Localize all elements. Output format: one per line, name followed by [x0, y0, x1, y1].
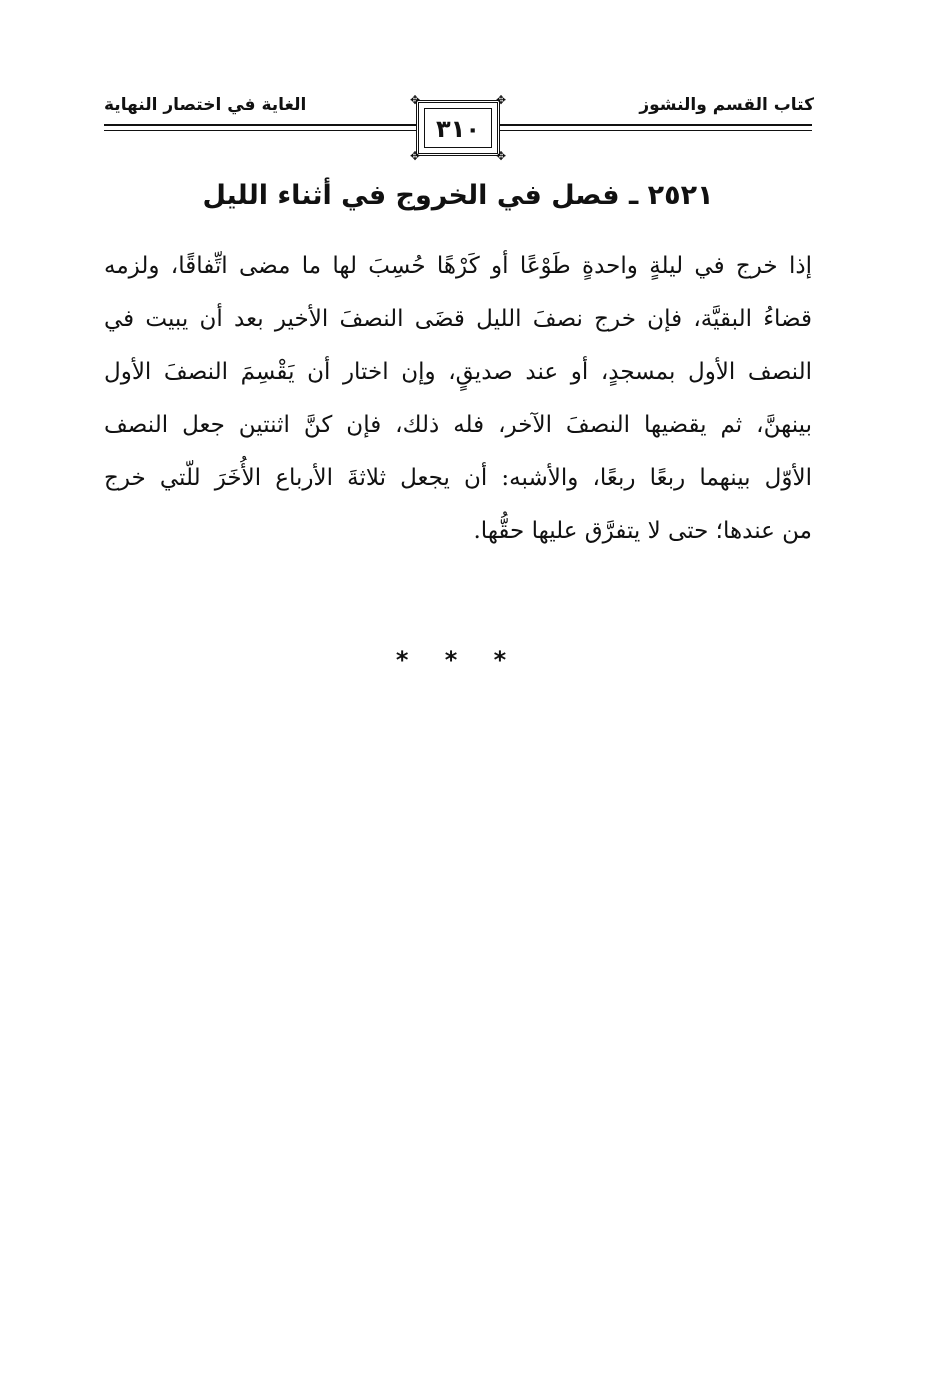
ornament-corner-icon: ✥	[495, 149, 506, 163]
body-line: إذا خرج في ليلةٍ واحدةٍ طَوْعًا أو كَرْهًا حُسِبَ لها ما مضى اتِّفاقًا، ولزمه	[104, 253, 812, 279]
ornament-corner-icon: ✥	[495, 93, 506, 107]
ornament-corner-icon: ✥	[410, 93, 421, 107]
page-number-frame	[410, 93, 506, 163]
body-line: من عندها؛ حتى لا يتفرَّق عليها حقُّها.	[473, 518, 812, 544]
ornament-corner-icon: ✥	[410, 149, 421, 163]
body-line: بينهنَّ، ثم يقضيها النصفَ الآخر، فله ذلك، فإن كنَّ اثنتين جعل النصف	[104, 412, 812, 438]
section-separator: * * *	[395, 646, 521, 674]
page-number: ٣١٠	[436, 115, 480, 143]
header-rule-left	[104, 124, 416, 126]
running-header-book-title: الغاية في اختصار النهاية	[104, 95, 307, 115]
body-line: الأوّل بينهما ربعًا ربعًا، والأشبه: أن يجعل ثلاثةَ الأرباع الأُخَرَ للّتي خرج	[104, 465, 812, 491]
body-line: قضاءُ البقيَّة، فإن خرج نصفَ الليل قضَى النصفَ الأخير بعد أن يبيت في	[104, 306, 812, 332]
header-rule-left-thin	[104, 130, 416, 131]
body-paragraph	[104, 240, 812, 558]
body-line: النصف الأول بمسجدٍ، أو عند صديقٍ، وإن اختار أن يَقْسِمَ النصفَ الأول	[104, 359, 812, 385]
header-rule-right	[500, 124, 812, 126]
section-heading: ٢٥٢١ ـ فصل في الخروج في أثناء الليل	[202, 180, 714, 211]
running-header-chapter-title: كتاب القسم والنشوز	[639, 95, 814, 115]
header-rule-right-thin	[500, 130, 812, 131]
